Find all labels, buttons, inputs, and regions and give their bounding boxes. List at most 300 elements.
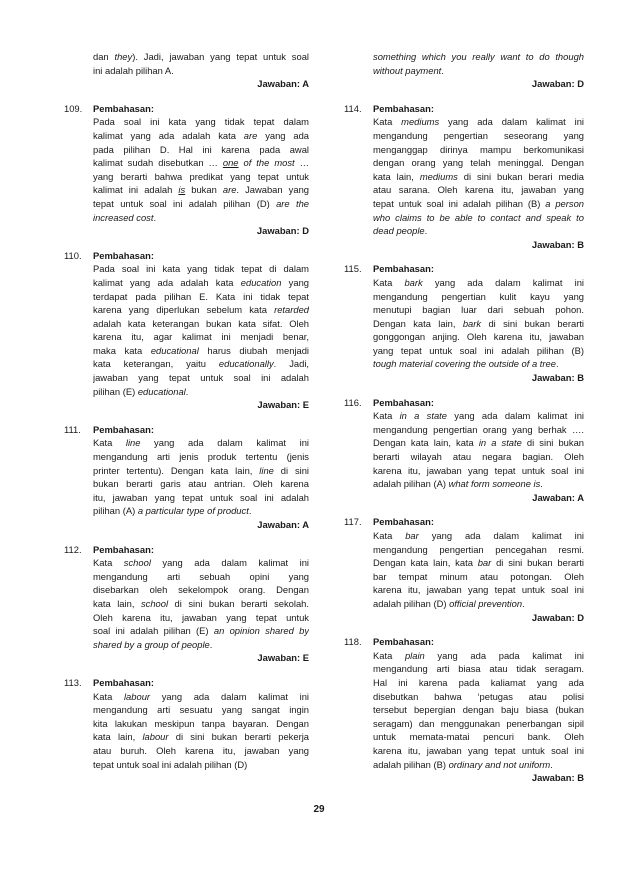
text-segment: adalah pilihan (B) <box>373 758 449 770</box>
answer-label: Jawaban: A <box>257 519 309 530</box>
text-line <box>93 129 309 143</box>
emphasized-text: increased cost <box>93 211 154 223</box>
explanation-text <box>64 115 309 237</box>
emphasized-text: education <box>240 276 282 288</box>
text-line <box>373 690 584 704</box>
text-segment: Dengan kata lain, kata <box>373 557 478 569</box>
text-segment: mengandung pengertian pencegahan resmi. <box>373 543 584 555</box>
entry-spacer <box>64 412 309 423</box>
text-line <box>373 556 584 570</box>
entry-spacer <box>64 532 309 543</box>
entry-heading <box>344 396 584 410</box>
text-segment: di sini bukan berarti sekolah. <box>168 597 309 609</box>
answer-entry <box>344 635 584 785</box>
question-number: 113. <box>64 676 82 688</box>
emphasized-text: something which you really want to do though <box>373 51 584 62</box>
question-number: 110. <box>64 249 82 261</box>
text-segment: karena itu, jawaban yang tepat untuk soal ini <box>373 744 584 756</box>
text-line <box>373 649 584 663</box>
text-segment: tepat untuk soal ini adalah pilihan (D) <box>93 197 277 209</box>
answer-label: Jawaban: E <box>257 652 309 664</box>
text-line <box>93 357 309 371</box>
text-segment: Kata <box>373 530 406 541</box>
emphasized-text: mediums <box>401 116 440 128</box>
answer-label: Jawaban: E <box>257 399 309 411</box>
emphasized-text: bark <box>462 317 482 329</box>
text-line <box>93 330 309 344</box>
text-segment: di sini <box>273 464 309 476</box>
text-segment: bukan berarti garis atau antrian. Oleh karena <box>93 478 309 490</box>
emphasized-text: in a state <box>399 410 447 422</box>
answer-label: Jawaban: D <box>531 611 584 623</box>
text-segment: Hal ini karena pada kaliamat yang ada <box>373 676 584 688</box>
text-segment: Pada soal ini kata yang tidak tepat dalam <box>93 116 309 128</box>
emphasized-text: dead people <box>373 225 425 237</box>
emphasized-text: of the most <box>243 157 295 169</box>
text-segment: kalimat sudah disebutkan … <box>93 157 223 169</box>
text-line <box>373 143 584 157</box>
text-line <box>373 211 584 225</box>
emphasized-text: an opinion shared by <box>213 625 309 637</box>
discussion-heading: Pembahasan: <box>93 676 154 688</box>
text-segment: kata keterangan, yaitu <box>93 358 219 370</box>
answer-entry <box>64 102 309 238</box>
text-segment: yang ada dalam kalimat ini <box>150 557 309 569</box>
text-line <box>373 317 584 331</box>
emphasized-text: ordinary and not uniform <box>448 758 551 770</box>
explanation-text <box>344 50 584 91</box>
text-segment: mengandung pengertian kulit kayu yang <box>373 290 584 302</box>
text-segment: untuk memata-matai pencuri bank. Oleh <box>373 731 584 743</box>
entry-spacer <box>64 665 309 676</box>
text-line <box>373 676 584 690</box>
text-line <box>93 450 309 464</box>
text-line <box>93 730 309 744</box>
entry-heading <box>344 102 584 116</box>
answer-entry <box>64 676 309 771</box>
text-segment: karena itu, agar kalimat ini menjadi benar, <box>93 331 309 343</box>
explanation-text <box>64 436 309 531</box>
text-segment: kata lain, <box>93 731 143 743</box>
text-line <box>373 357 584 371</box>
text-segment: yang ada pada kalimat ini <box>424 649 584 661</box>
text-line <box>373 156 584 170</box>
text-segment: karena itu, jawaban yang tepat untuk soal ini <box>373 584 584 596</box>
text-line <box>373 290 584 304</box>
text-segment: bukan <box>185 184 223 196</box>
text-segment: Dengan kata lain, kata <box>373 437 479 449</box>
text-segment: Dengan kata lain, <box>373 317 463 329</box>
text-segment: Kata <box>373 410 400 422</box>
text-segment: karena itu, jawaban yang tepat untuk soal ini <box>373 464 584 476</box>
text-segment: pilihan (A) <box>93 505 138 517</box>
discussion-heading: Pembahasan: <box>373 636 434 648</box>
text-line <box>93 303 309 317</box>
text-line <box>93 290 309 304</box>
text-line <box>93 276 309 290</box>
answer-entry <box>64 249 309 412</box>
explanation-text <box>344 115 584 251</box>
text-segment: kata lain, <box>93 597 141 609</box>
emphasized-text: is <box>178 184 186 196</box>
explanation-text <box>344 409 584 504</box>
text-segment: yang berarti bahwa predikat yang tepat untuk <box>93 170 309 182</box>
text-segment: di sini bukan berari media <box>457 170 584 182</box>
text-line <box>93 464 309 478</box>
text-segment: tepat untuk soal ini adalah pilihan (D) <box>93 758 248 770</box>
text-line <box>93 556 309 570</box>
text-segment: tersebut bepergian dengan baju biasa (bukan <box>373 704 584 716</box>
text-segment: pilihan (E) <box>93 385 138 397</box>
text-segment: printer tertentu). Dengan kata lain, <box>93 464 260 476</box>
left-column <box>64 50 309 771</box>
text-segment: Kata <box>93 557 124 569</box>
text-line <box>93 143 309 157</box>
text-line <box>93 211 309 225</box>
text-line <box>373 543 584 557</box>
entry-spacer <box>344 251 584 262</box>
text-line <box>373 170 584 184</box>
emphasized-text: line <box>259 464 274 476</box>
text-line <box>93 64 309 78</box>
entry-spacer <box>344 385 584 396</box>
text-segment: itu, jawaban yang tepat untuk soal ini adalah <box>93 491 309 503</box>
answer-label: Jawaban: B <box>531 372 584 384</box>
text-segment: yang ada <box>257 129 309 141</box>
text-segment: karena yang diperlukan sebelum kata <box>93 304 275 316</box>
entry-spacer <box>344 91 584 102</box>
text-line <box>373 344 584 358</box>
text-line <box>93 317 309 331</box>
text-line <box>93 436 309 450</box>
text-line <box>93 170 309 184</box>
discussion-heading: Pembahasan: <box>373 263 434 275</box>
text-line <box>93 703 309 717</box>
entry-heading <box>64 543 309 557</box>
text-line <box>373 183 584 197</box>
text-segment: . <box>555 358 559 370</box>
text-line <box>373 529 584 543</box>
text-segment: kalimat yang ada adalah kata <box>93 276 241 288</box>
text-segment: kalimat ini adalah <box>93 184 179 196</box>
text-line <box>93 50 309 64</box>
answer-entry <box>344 102 584 252</box>
text-segment: pada pilihan D. Hal ini karena pada awal <box>93 143 309 155</box>
text-segment: di sini bukan berarti <box>481 317 584 329</box>
text-line <box>93 638 309 652</box>
text-line <box>93 183 309 197</box>
question-number: 109. <box>64 102 83 114</box>
text-segment: mengandung arti sesuatu yang sangat ingin <box>93 704 309 716</box>
question-number: 115. <box>344 263 362 275</box>
text-segment: menganggap dirinya mampu berkomunikasi <box>373 143 584 155</box>
emphasized-text: a particular type of product <box>137 505 249 517</box>
emphasized-text: bar <box>477 557 492 569</box>
text-line <box>373 450 584 464</box>
text-line <box>93 624 309 638</box>
text-segment: . <box>248 505 252 517</box>
text-segment: . Jawaban yang <box>236 184 309 196</box>
text-line <box>93 504 309 518</box>
discussion-heading: Pembahasan: <box>93 543 154 555</box>
text-segment: adalah pilihan (D) <box>373 597 450 609</box>
entry-heading <box>344 262 584 276</box>
text-segment: mengandung pengertian seseorang yang <box>373 129 584 141</box>
text-segment: menutupi bagian luar dari sebuah pohon. <box>373 304 584 316</box>
text-segment: mengandung arti sebuah opini yang <box>93 570 309 582</box>
question-number: 111. <box>64 423 81 435</box>
text-segment: mengandung pengertian orang yang berhak …. <box>373 423 584 435</box>
text-line <box>93 115 309 129</box>
explanation-text <box>344 529 584 624</box>
discussion-heading: Pembahasan: <box>93 102 154 114</box>
text-line <box>93 597 309 611</box>
text-line <box>373 703 584 717</box>
text-segment: ini adalah pilihan A. <box>93 64 174 76</box>
text-segment: mengandung arti biasa atau tidak seragam. <box>373 663 584 675</box>
text-segment: yang ada dalam kalimat ini <box>447 410 584 422</box>
text-segment: . <box>522 597 525 609</box>
emphasized-text: bark <box>404 276 423 288</box>
text-line <box>373 50 584 64</box>
text-line <box>93 197 309 211</box>
emphasized-text: educational <box>150 344 199 356</box>
text-line <box>373 115 584 129</box>
text-segment: yang ada dalam kalimat ini <box>422 276 584 288</box>
text-segment: Pada soal ini kata yang tidak tepat di dalam <box>93 263 309 275</box>
text-segment: di sini bukan berarti <box>491 557 584 569</box>
explanation-text <box>64 50 309 91</box>
question-number: 116. <box>344 396 362 408</box>
text-segment: atau sarana. Oleh karena itu, jawaban yang <box>373 184 584 196</box>
text-segment: di sini bukan <box>521 437 584 449</box>
text-line <box>373 583 584 597</box>
emphasized-text: they <box>114 51 133 62</box>
answer-entry <box>64 50 309 91</box>
emphasized-text: are <box>222 184 237 196</box>
text-line <box>373 129 584 143</box>
entry-heading <box>64 676 309 690</box>
emphasized-text: school <box>140 597 169 609</box>
text-line <box>373 303 584 317</box>
entry-spacer <box>344 504 584 515</box>
text-segment: yang tepat untuk soal ini adalah pilihan (B) <box>373 344 584 356</box>
text-segment: . <box>540 478 543 490</box>
text-line <box>93 262 309 276</box>
entry-spacer <box>64 91 309 102</box>
text-line <box>373 330 584 344</box>
text-segment: dan <box>93 51 115 62</box>
explanation-text <box>344 649 584 785</box>
answer-entry <box>344 515 584 624</box>
explanation-text <box>344 276 584 385</box>
discussion-heading: Pembahasan: <box>373 396 434 408</box>
text-segment: yang ada dalam kalimat ini <box>418 530 584 541</box>
text-line <box>93 344 309 358</box>
text-segment: … <box>294 157 309 169</box>
text-line <box>93 570 309 584</box>
answer-entry <box>344 396 584 505</box>
explanation-text <box>64 556 309 665</box>
emphasized-text: labour <box>123 690 151 702</box>
text-line <box>93 717 309 731</box>
text-line <box>373 464 584 478</box>
text-segment: maka kata <box>93 344 151 356</box>
text-segment: yang ada dalam kalimat ini <box>439 116 584 128</box>
text-segment: yang ada dalam kalimat ini <box>140 437 309 449</box>
text-segment: disebutkan bahwa ‘petugas atau polisi <box>373 690 584 702</box>
text-line <box>93 611 309 625</box>
answer-label: Jawaban: A <box>257 78 309 90</box>
text-line <box>93 156 309 170</box>
text-line <box>373 276 584 290</box>
emphasized-text: what form someone is <box>448 478 541 490</box>
text-segment: . <box>185 385 189 397</box>
text-line <box>373 197 584 211</box>
text-segment: kalimat yang ada adalah kata <box>93 129 244 141</box>
text-segment: Kata <box>373 116 402 128</box>
text-line <box>93 491 309 505</box>
answer-entry <box>344 262 584 384</box>
text-line <box>373 730 584 744</box>
emphasized-text: school <box>123 557 151 569</box>
text-line <box>93 371 309 385</box>
text-line <box>373 224 584 238</box>
emphasized-text: retarded <box>274 304 309 316</box>
right-column <box>344 50 584 785</box>
text-segment: di sini bukan berarti pekerja <box>168 731 309 743</box>
text-line <box>373 597 584 611</box>
emphasized-text: line <box>125 437 141 449</box>
text-segment: soal ini adalah pilihan (E) <box>93 625 214 637</box>
entry-heading <box>64 423 309 437</box>
emphasized-text: educationally <box>218 358 274 370</box>
emphasized-text: in a state <box>478 437 522 449</box>
text-segment: Kata <box>373 649 405 661</box>
text-segment: harus diubah menjadi <box>198 344 309 356</box>
text-segment: atau buruh. Oleh karena itu, jawaban yang <box>93 744 309 756</box>
text-segment: tepat untuk soal ini adalah pilihan (B) <box>373 197 546 209</box>
answer-label: Jawaban: B <box>531 772 584 784</box>
answer-label: Jawaban: A <box>532 491 584 503</box>
text-line <box>373 423 584 437</box>
answer-entry <box>344 50 584 91</box>
text-segment: kita lakukan meskipun tanpa bayaran. Dengan <box>93 717 309 729</box>
entry-heading <box>64 102 309 116</box>
emphasized-text: labour <box>142 731 169 743</box>
text-line <box>373 409 584 423</box>
emphasized-text: educational <box>137 385 186 397</box>
text-line <box>373 570 584 584</box>
text-segment: adalah pilihan (A) <box>373 478 449 490</box>
text-line <box>373 477 584 491</box>
emphasized-text: bar <box>405 530 419 541</box>
text-segment: yang ada dalam kalimat ini <box>150 690 309 702</box>
question-number: 117. <box>344 516 362 528</box>
entry-heading <box>344 515 584 529</box>
emphasized-text: tough material covering the outside of a tree <box>373 358 556 370</box>
entry-spacer <box>344 624 584 635</box>
answer-entry <box>64 423 309 532</box>
emphasized-text: are <box>243 129 258 141</box>
text-line <box>93 385 309 399</box>
explanation-text <box>64 262 309 412</box>
text-segment: disebarkan oleh sekelompok orang. Dengan <box>93 584 309 596</box>
text-segment: jawaban yang tepat untuk soal ini adalah <box>93 372 309 384</box>
text-segment: bar tempat minum atau potongan. Oleh <box>373 570 584 582</box>
explanation-text <box>64 690 309 772</box>
text-segment: Kata <box>93 690 124 702</box>
text-line <box>373 758 584 772</box>
text-segment: Kata <box>373 276 405 288</box>
text-segment: berarti wilayah atau negara bagian. Oleh <box>373 451 584 463</box>
text-line <box>373 662 584 676</box>
discussion-heading: Pembahasan: <box>93 249 154 261</box>
text-line <box>93 744 309 758</box>
answer-label: Jawaban: B <box>531 238 584 250</box>
text-segment: adalah kata keterangan bukan kata sifat. Oleh <box>93 317 309 329</box>
text-segment: Oleh karena itu, jawaban yang tepat untuk <box>93 611 309 623</box>
discussion-heading: Pembahasan: <box>373 102 434 114</box>
text-segment: ). Jadi, jawaban yang tepat untuk soal <box>132 51 309 62</box>
text-segment: terdapat pada pilihan E. Kata ini tidak tepat <box>93 290 309 302</box>
text-segment: dengan orang yang telah meninggal. Dengan <box>373 157 584 169</box>
text-segment: . <box>153 211 157 223</box>
discussion-heading: Pembahasan: <box>373 516 434 528</box>
text-segment: yang <box>281 276 309 288</box>
emphasized-text: official prevention <box>449 597 523 609</box>
text-segment: . <box>441 64 444 76</box>
emphasized-text: are the <box>276 197 309 209</box>
emphasized-text: who claims to be able to contact and speak to <box>373 211 584 223</box>
question-number: 118. <box>344 636 362 648</box>
entry-heading <box>64 249 309 263</box>
text-line <box>373 717 584 731</box>
text-line <box>93 690 309 704</box>
answer-entry <box>64 543 309 665</box>
emphasized-text: plain <box>404 649 425 661</box>
text-segment: . <box>550 758 553 770</box>
emphasized-text: without payment <box>373 64 442 76</box>
text-segment: . <box>209 638 213 650</box>
text-line <box>373 744 584 758</box>
emphasized-text: shared by a group of people <box>93 638 210 650</box>
text-line <box>93 583 309 597</box>
text-segment: . Jadi, <box>273 358 309 370</box>
question-number: 114. <box>344 102 362 114</box>
page-number: 29 <box>313 804 325 815</box>
text-segment: seragam) dan menggunakan penerbangan sipil <box>373 717 584 729</box>
text-segment: . <box>424 225 428 237</box>
text-segment: mengandung arti jenis produk tertentu (jenis <box>93 451 309 463</box>
question-number: 112. <box>64 543 82 555</box>
emphasized-text: mediums <box>419 170 458 182</box>
emphasized-text: a person <box>545 197 584 209</box>
entry-spacer <box>64 238 309 249</box>
answer-label: Jawaban: D <box>531 78 584 90</box>
discussion-heading: Pembahasan: <box>93 423 154 435</box>
entry-heading <box>344 635 584 649</box>
text-line <box>93 758 309 772</box>
text-segment: Kata <box>93 437 126 449</box>
text-segment: gonggongan anjing. Oleh karena itu, jawaban <box>373 331 584 343</box>
text-line <box>373 64 584 78</box>
answer-label: Jawaban: D <box>256 225 309 237</box>
emphasized-text: one <box>222 157 239 169</box>
text-line <box>93 477 309 491</box>
text-segment: kata lain, <box>373 170 420 182</box>
text-line <box>373 436 584 450</box>
